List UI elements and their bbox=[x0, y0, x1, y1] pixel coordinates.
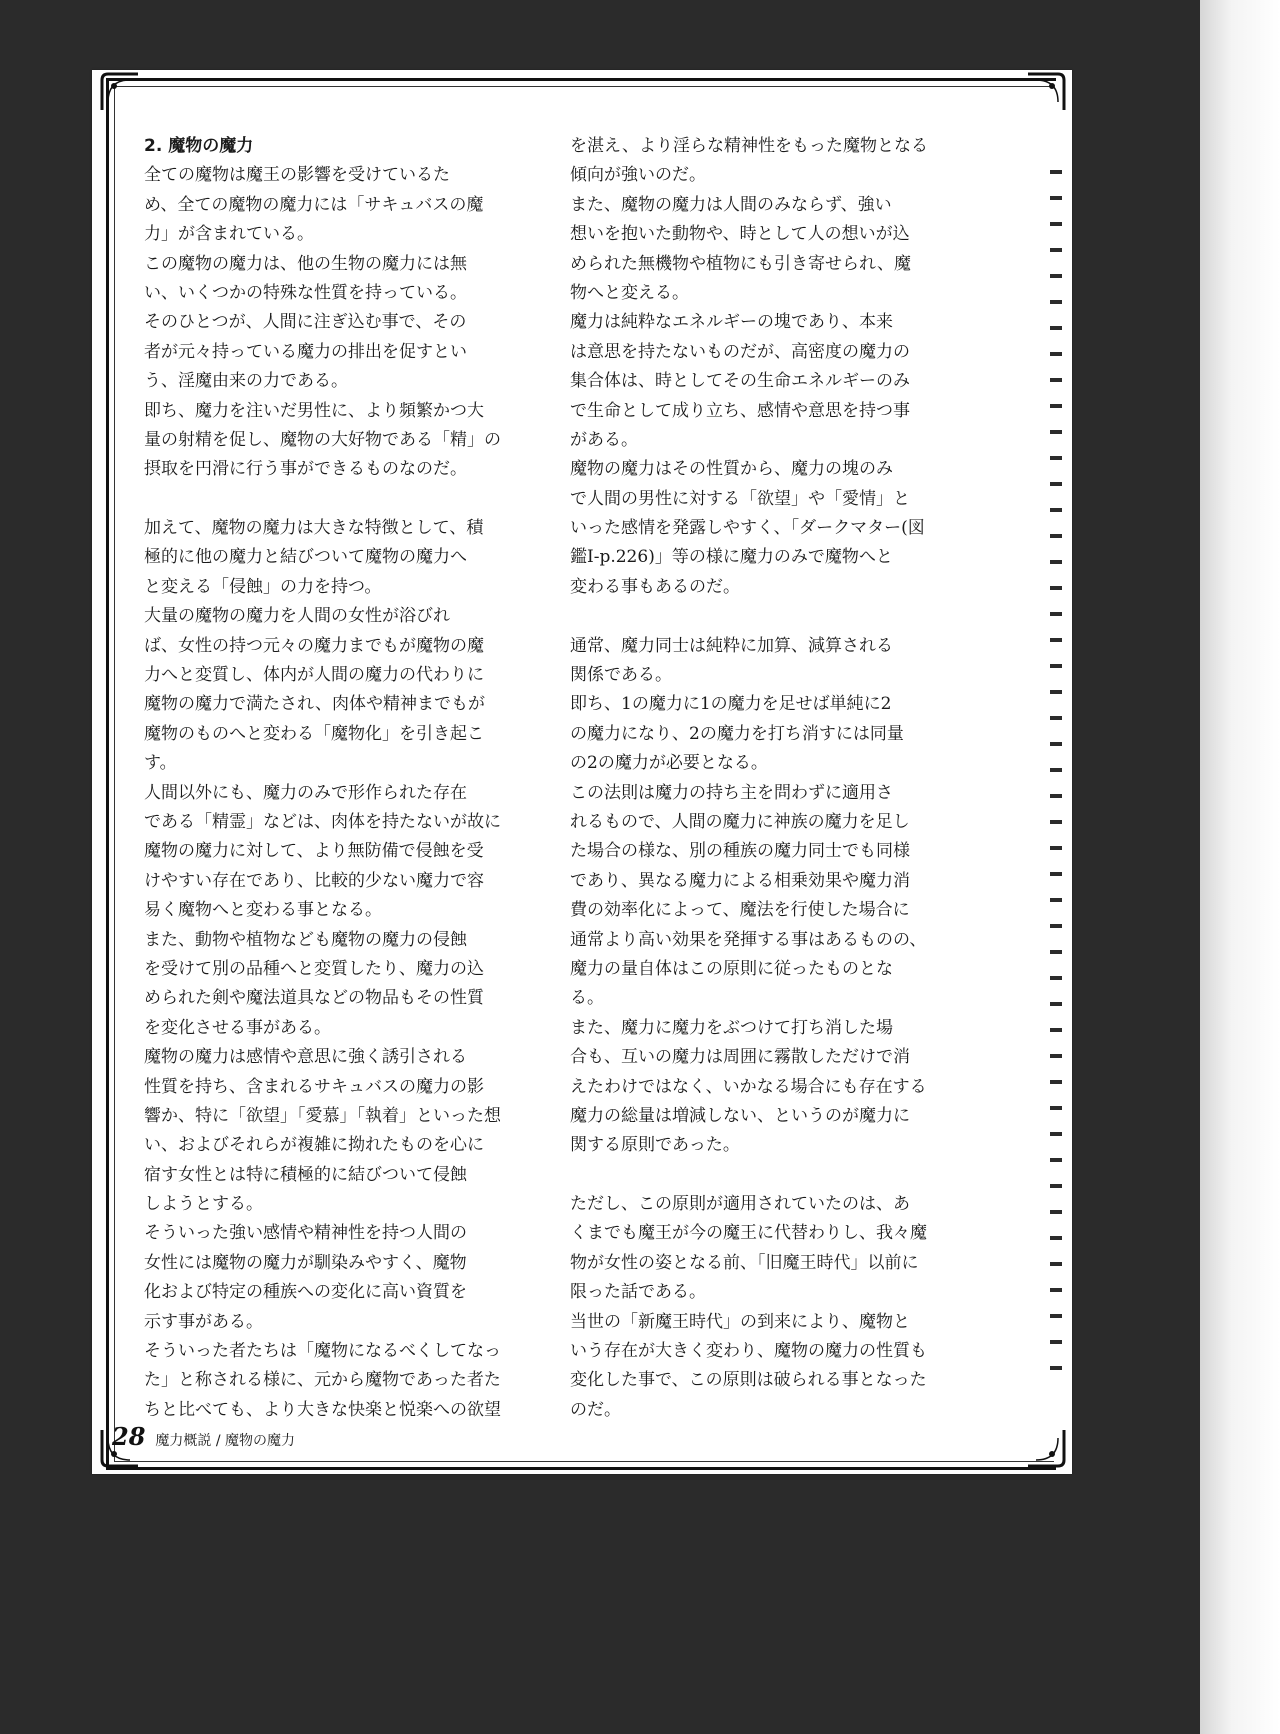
document-page bbox=[92, 70, 1072, 1474]
ornament-corner-top-left-icon bbox=[100, 72, 140, 112]
text-line: 魔物の魔力は感情や意思に強く誘引される bbox=[144, 1047, 467, 1068]
text-line: 力へと変質し、体内が人間の魔力の代わりに bbox=[144, 665, 484, 686]
perforation-mark bbox=[1050, 456, 1062, 460]
text-line: 合も、互いの魔力は周囲に霧散しただけで消 bbox=[570, 1047, 910, 1068]
text-line: 魔物の魔力で満たされ、肉体や精神までもが bbox=[144, 694, 486, 715]
perforation-mark bbox=[1050, 1210, 1062, 1214]
text-line: 集合体は、時としてその生命エネルギーのみ bbox=[570, 371, 910, 392]
text-line: を変化させる事がある。 bbox=[144, 1017, 331, 1038]
perforation-mark bbox=[1050, 1366, 1062, 1370]
text-line: ちと比べても、より大きな快楽と悦楽への欲望 bbox=[144, 1399, 501, 1420]
perforation-mark bbox=[1050, 924, 1062, 928]
text-line: 女性には魔物の魔力が馴染みやすく、魔物 bbox=[144, 1252, 467, 1273]
text-line: 関する原則であった。 bbox=[570, 1135, 740, 1156]
text-line: 宿す女性とは特に積極的に結びついて侵蝕 bbox=[144, 1164, 467, 1185]
text-line: いう存在が大きく変わり、魔物の魔力の性質も bbox=[570, 1341, 927, 1362]
text-line: 限った話である。 bbox=[570, 1282, 706, 1303]
perforation-mark bbox=[1050, 300, 1062, 304]
text-line: た」と称される様に、元から魔物であった者た bbox=[144, 1370, 501, 1391]
text-line bbox=[144, 485, 516, 514]
perforation-mark bbox=[1050, 976, 1062, 980]
text-line: また、魔物の魔力は人間のみならず、強い bbox=[570, 194, 892, 215]
perforation-mark bbox=[1050, 1184, 1062, 1188]
text-line: 想いを抱いた動物や、時として人の想いが込 bbox=[570, 224, 910, 245]
perforation-mark bbox=[1050, 1054, 1062, 1058]
perforation-mark bbox=[1050, 690, 1062, 694]
text-line: 物へと変える。 bbox=[570, 282, 689, 303]
perforation-mark bbox=[1050, 404, 1062, 408]
text-line: 関係である。 bbox=[570, 665, 672, 686]
perforation-mark bbox=[1050, 1132, 1062, 1136]
text-line: た場合の様な、別の種族の魔力同士でも同様 bbox=[570, 841, 910, 862]
text-line: 通常、魔力同士は純粋に加算、減算される bbox=[570, 635, 893, 656]
perforation-mark bbox=[1050, 274, 1062, 278]
perforation-mark bbox=[1050, 482, 1062, 486]
perforation-mark bbox=[1050, 378, 1062, 382]
perforation-mark bbox=[1050, 1106, 1062, 1110]
text-line bbox=[570, 602, 942, 631]
text-line: 傾向が強いのだ。 bbox=[570, 165, 706, 186]
text-line: 鑑Ⅰ-p.226)」等の様に魔力のみで魔物へと bbox=[570, 547, 893, 568]
text-line: この法則は魔力の持ち主を問わずに適用さ bbox=[570, 782, 893, 803]
perforation-mark bbox=[1050, 248, 1062, 252]
text-line: 摂取を円滑に行う事ができるものなのだ。 bbox=[144, 459, 467, 480]
text-line: う、淫魔由来の力である。 bbox=[144, 371, 348, 392]
text-line: い、いくつかの特殊な性質を持っている。 bbox=[144, 282, 467, 303]
perforation-mark bbox=[1050, 1028, 1062, 1032]
perforation-mark bbox=[1050, 1314, 1062, 1318]
text-line: 性質を持ち、含まれるサキュバスの魔力の影 bbox=[144, 1076, 484, 1097]
perforation-mark bbox=[1050, 430, 1062, 434]
text-line: である「精霊」などは、肉体を持たないが故に bbox=[144, 811, 501, 832]
footer-running-title: 魔力概説 / 魔物の魔力 bbox=[155, 1433, 296, 1449]
text-line: め、全ての魔物の魔力には「サキュバスの魔 bbox=[144, 194, 484, 215]
text-line: められた剣や魔法道具などの物品もその性質 bbox=[144, 988, 484, 1009]
text-line: 魔物の魔力はその性質から、魔力の塊のみ bbox=[570, 459, 893, 480]
text-line: 当世の「新魔王時代」の到来により、魔物と bbox=[570, 1311, 910, 1332]
text-line: 変化した事で、この原則は破られる事となった bbox=[570, 1370, 927, 1391]
text-line: れるもので、人間の魔力に神族の魔力を足し bbox=[570, 811, 910, 832]
text-line: がある。 bbox=[570, 429, 638, 450]
perforation-mark bbox=[1050, 846, 1062, 850]
text-line: の魔力になり、2の魔力を打ち消すには同量 bbox=[570, 723, 904, 744]
perforation-mark bbox=[1050, 222, 1062, 226]
perforation-mark bbox=[1050, 586, 1062, 590]
text-line: ただし、この原則が適用されていたのは、あ bbox=[570, 1194, 910, 1215]
text-line: 易く魔物へと変わる事となる。 bbox=[144, 900, 382, 921]
perforation-mark bbox=[1050, 326, 1062, 330]
text-line: の2の魔力が必要となる。 bbox=[570, 753, 768, 774]
text-line: えたわけではなく、いかなる場合にも存在する bbox=[570, 1076, 927, 1097]
text-line: しようとする。 bbox=[144, 1194, 263, 1215]
text-line: 魔物の魔力に対して、より無防備で侵蝕を受 bbox=[144, 841, 484, 862]
text-line: 者が元々持っている魔力の排出を促すとい bbox=[144, 341, 467, 362]
text-line: そういった者たちは「魔物になるべくしてなっ bbox=[144, 1341, 501, 1362]
scanner-edge bbox=[1200, 0, 1280, 1734]
perforation-mark bbox=[1050, 1236, 1062, 1240]
text-line: この魔物の魔力は、他の生物の魔力には無 bbox=[144, 253, 467, 274]
perforation-mark bbox=[1050, 1340, 1062, 1344]
text-line: 魔力の総量は増減しない、というのが魔力に bbox=[570, 1105, 910, 1126]
perforation-mark bbox=[1050, 742, 1062, 746]
text-line: 魔力は純粋なエネルギーの塊であり、本来 bbox=[570, 312, 893, 333]
perforation-mark bbox=[1050, 638, 1062, 642]
text-line: 魔力の量自体はこの原則に従ったものとな bbox=[570, 958, 893, 979]
text-line: 人間以外にも、魔力のみで形作られた存在 bbox=[144, 782, 467, 803]
text-line: そういった強い感情や精神性を持つ人間の bbox=[144, 1223, 467, 1244]
text-line: で人間の男性に対する「欲望」や「愛情」と bbox=[570, 488, 910, 509]
text-column-right bbox=[570, 132, 942, 1425]
perforation-mark bbox=[1050, 560, 1062, 564]
text-line: いった感情を発露しやすく、「ダークマター(図 bbox=[570, 518, 925, 539]
text-line: そのひとつが、人間に注ぎ込む事で、その bbox=[144, 312, 467, 333]
perforation-mark bbox=[1050, 950, 1062, 954]
perforation-mark bbox=[1050, 716, 1062, 720]
page-footer bbox=[112, 1422, 295, 1452]
text-line: けやすい存在であり、比較的少ない魔力で容 bbox=[144, 870, 484, 891]
text-line: 示す事がある。 bbox=[144, 1311, 263, 1332]
text-line: ば、女性の持つ元々の魔力までもが魔物の魔 bbox=[144, 635, 484, 656]
text-line: は意思を持たないものだが、高密度の魔力の bbox=[570, 341, 910, 362]
perforation-mark bbox=[1050, 664, 1062, 668]
text-line: と変える「侵蝕」の力を持つ。 bbox=[144, 576, 382, 597]
text-line: また、魔力に魔力をぶつけて打ち消した場 bbox=[570, 1017, 893, 1038]
text-line: 物が女性の姿となる前、「旧魔王時代」以前に bbox=[570, 1252, 919, 1273]
text-line: であり、異なる魔力による相乗効果や魔力消 bbox=[570, 870, 910, 891]
text-line: 魔物のものへと変わる「魔物化」を引き起こ bbox=[144, 723, 484, 744]
text-line: 力」が含まれている。 bbox=[144, 224, 314, 245]
perforation-mark bbox=[1050, 1080, 1062, 1084]
text-line: 加えて、魔物の魔力は大きな特徴として、積 bbox=[144, 518, 484, 539]
text-line: また、動物や植物なども魔物の魔力の侵蝕 bbox=[144, 929, 467, 950]
perforation-mark bbox=[1050, 508, 1062, 512]
text-line: くまでも魔王が今の魔王に代替わりし、我々魔 bbox=[570, 1223, 927, 1244]
text-line: 響か、特に「欲望」「愛慕」「執着」といった想 bbox=[144, 1105, 501, 1126]
text-line: 即ち、1の魔力に1の魔力を足せば単純に2 bbox=[570, 694, 892, 715]
text-line: 化および特定の種族への変化に高い資質を bbox=[144, 1282, 467, 1303]
perforation-mark bbox=[1050, 820, 1062, 824]
text-line: す。 bbox=[144, 753, 177, 774]
text-line: 即ち、魔力を注いだ男性に、より頻繁かつ大 bbox=[144, 400, 484, 421]
perforation-mark bbox=[1050, 898, 1062, 902]
perforation-mark bbox=[1050, 872, 1062, 876]
perforation-mark bbox=[1050, 794, 1062, 798]
perforation-mark bbox=[1050, 612, 1062, 616]
ornament-corner-top-right-icon bbox=[1026, 72, 1066, 112]
perforation-mark bbox=[1050, 352, 1062, 356]
ornament-corner-bottom-right-icon bbox=[1026, 1428, 1066, 1468]
text-line: 通常より高い効果を発揮する事はあるものの、 bbox=[570, 929, 927, 950]
perforation-mark bbox=[1050, 1288, 1062, 1292]
section-title: 2. 魔物の魔力 bbox=[144, 136, 254, 156]
text-column-left bbox=[144, 132, 516, 1425]
perforation-mark bbox=[1050, 1158, 1062, 1162]
text-line: 大量の魔物の魔力を人間の女性が浴びれ bbox=[144, 606, 450, 627]
perforation-mark bbox=[1050, 196, 1062, 200]
text-line: 極的に他の魔力と結びついて魔物の魔力へ bbox=[144, 547, 467, 568]
text-line: 費の効率化によって、魔法を行使した場合に bbox=[570, 900, 910, 921]
text-line: のだ。 bbox=[570, 1399, 621, 1420]
perforation-mark bbox=[1050, 534, 1062, 538]
page-number: 28 bbox=[112, 1422, 146, 1451]
text-line: で生命として成り立ち、感情や意思を持つ事 bbox=[570, 400, 910, 421]
perforated-edge bbox=[1050, 170, 1064, 1370]
text-line: を受けて別の品種へと変質したり、魔力の込 bbox=[144, 958, 484, 979]
text-line: 変わる事もあるのだ。 bbox=[570, 576, 740, 597]
perforation-mark bbox=[1050, 1002, 1062, 1006]
text-line: る。 bbox=[570, 988, 604, 1009]
text-line: められた無機物や植物にも引き寄せられ、魔 bbox=[570, 253, 912, 274]
text-line: 量の射精を促し、魔物の大好物である「精」の bbox=[144, 429, 501, 450]
text-line: 全ての魔物は魔王の影響を受けているた bbox=[144, 165, 450, 186]
perforation-mark bbox=[1050, 768, 1062, 772]
perforation-mark bbox=[1050, 1262, 1062, 1266]
text-line bbox=[570, 1161, 942, 1190]
text-line: い、およびそれらが複雑に拗れたものを心に bbox=[144, 1135, 484, 1156]
perforation-mark bbox=[1050, 170, 1062, 174]
text-line: を湛え、より淫らな精神性をもった魔物となる bbox=[570, 136, 929, 156]
